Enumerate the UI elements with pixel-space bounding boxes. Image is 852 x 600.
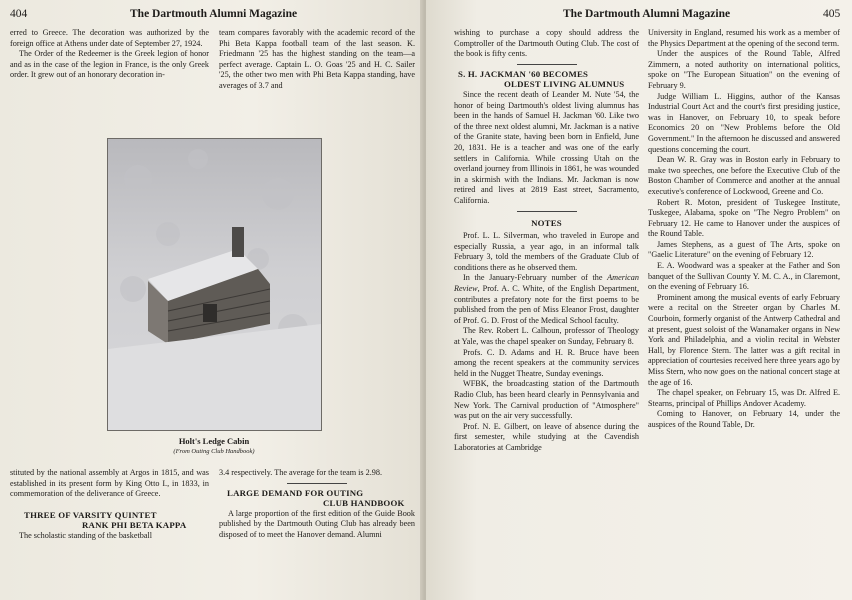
- divider: [517, 211, 577, 212]
- paragraph: Prof. L. L. Silverman, who traveled in Europe and especially Russia, a year ago, in an informal talk February 3, told the members of the Graduate Club of conditions there as he observed them.: [454, 231, 639, 272]
- right-col1: [454, 28, 639, 454]
- section-heading-notes: NOTES: [531, 217, 562, 228]
- article-heading: OLDEST LIVING ALUMNUS: [504, 79, 625, 90]
- cabin-photo-image: [108, 139, 321, 430]
- article-heading: S. H. JACKMAN '60 BECOMES: [458, 68, 589, 79]
- paragraph: Since the recent death of Leander M. Nute '54, the honor of being Dartmouth's oldest living alumnus has been in the hands of Samuel H. Jackman '60. Like two of the three next oldest alumni, Mr. Jackman is a native of the Granite state, having been born in Enfield, June 20, 1831. He is a teacher and was one of the early settlers in California. While crossing Utah on the overland journey from Illinois in 1861, he was wounded in a skirmish with the Indians. Mr. Jackman is now retired and lives at 2819 East street, Sacramento, California.: [454, 89, 639, 205]
- paragraph: University in England, resumed his work as a member of the Physics Department at the opening of the second term.: [648, 28, 840, 48]
- paragraph: The chapel speaker, on February 15, was Dr. Alfred E. Stearns, principal of Phillips Andover Academy.: [648, 388, 840, 408]
- right-running-header: The Dartmouth Alumni Magazine: [563, 8, 731, 20]
- paragraph: Profs. C. D. Adams and H. R. Bruce have been among the recent speakers at the community services held in the Nugget Theatre, Sunday evenings.: [454, 347, 639, 378]
- paragraph: Judge William L. Higgins, author of the Kansas Industrial Court Act and the court's first presiding justice, was in Hanover, on February 10, to speak before Economics 20 on "New Problems before the Old Government." In the afternoon he discussed and answered questions concerning the court.: [648, 91, 840, 154]
- article-heading: THREE OF VARSITY QUINTET: [24, 509, 157, 520]
- divider: [287, 483, 347, 484]
- paragraph: stituted by the national assembly at Argos in 1815, and was established in its present form by King Otto I., in 1833, in commemoration of the deliverance of Greece.: [10, 468, 209, 499]
- paragraph: A large proportion of the first edition of the Guide Book published by the Dartmouth Outing Club has already been disposed of to meet the Hanover demand. Alumni: [219, 508, 415, 539]
- paragraph: [454, 273, 639, 326]
- left-col1-top: [10, 28, 209, 81]
- paragraph: Prominent among the musical events of early February were a recital on the Streeter organ by Charles M. Courboin, formerly organist of the Antwerp Cathedral and at present, guest soloist of the Wanamaker organs in New York and Philadelphia, and a violin recital in Webster Hall, by Florence Stern. The latter was a gift recital in appreciation of courtesies received here three years ago by Miss Stern, who now goes on the national concert stage at the age of 16.: [648, 292, 840, 387]
- photo-credit: (From Outing Club Handbook): [173, 448, 255, 455]
- left-page-number: 404: [10, 8, 28, 20]
- article-heading: CLUB HANDBOOK: [323, 498, 405, 509]
- paragraph: Under the auspices of the Round Table, Alfred Zimmern, a noted authority on international politics, spoke on "The European Situation" on the evening of February 9.: [648, 49, 840, 90]
- left-running-header: The Dartmouth Alumni Magazine: [130, 8, 298, 20]
- paragraph: James Stephens, as a guest of The Arts, spoke on "Gaelic Literature" on the evening of February 12.: [648, 239, 840, 260]
- left-col2-top: [219, 28, 415, 92]
- paragraph: Robert R. Moton, president of Tuskegee Institute, Tuskegee, Alabama, spoke on "The Negro Problem" on February 12. He came to Hanover under the auspices of the Round Table.: [648, 197, 840, 239]
- paragraph: Coming to Hanover, on February 14, under the auspices of the Round Table, Dr.: [648, 409, 840, 429]
- right-page-number: 405: [823, 8, 841, 20]
- left-page: [0, 0, 424, 600]
- paragraph: WFBK, the broadcasting station of the Dartmouth Radio Club, has been heard clearly in Pennsylvania and New York. The Carnival production of "Atmosphere" was put on the air very successfully.: [454, 379, 639, 421]
- divider: [517, 64, 577, 65]
- text-run: In the January-February number of the: [463, 273, 603, 283]
- publication-title: American Review: [454, 273, 639, 294]
- photo-caption: Holt's Ledge Cabin: [178, 436, 250, 446]
- text-run: , Prof. A. C. White, of the English Department, contributes a prefatory note for the first poems to be published from the pen of Miss Eleanor Frost, daughter of Prof. G. D. Frost of the Medical School faculty.: [454, 284, 639, 325]
- paragraph: Dean W. R. Gray was in Boston early in February to make two speeches, one before the Executive Club of the Boston Chamber of Commerce and another at the annual executive's conference of Lockwood, Greene and Co.: [648, 155, 840, 196]
- paragraph: The Rev. Robert L. Calhoun, professor of Theology at Yale, was the chapel speaker on Sunday, February 8.: [454, 326, 639, 347]
- paragraph: Prof. N. E. Gilbert, on leave of absence during the first semester, while studying at the Cavendish Laboratories at Cambridge: [454, 421, 639, 452]
- left-col2-bottom: [219, 468, 415, 541]
- right-col2: [648, 28, 840, 431]
- article-heading: RANK PHI BETA KAPPA: [82, 520, 187, 531]
- left-col1-bottom: [10, 468, 209, 542]
- paragraph: 3.4 respectively. The average for the team is 2.98.: [219, 468, 383, 477]
- paragraph: team compares favorably with the academic record of the Phi Beta Kappa football team of the last season. K. Friedmann '25 has the highest standing on the team—a perfect average. Captain L. O. Goas '25 and H. C. Sailer '25, the other two men with Phi Beta Kappa standing, have averages of 3.7 and: [219, 28, 415, 90]
- article-heading: LARGE DEMAND FOR OUTING: [227, 487, 364, 498]
- paragraph: E. A. Woodward was a speaker at the Father and Son banquet of the Sullivan County Y. M. C. A., in Claremont, on the evening of February 16.: [648, 261, 840, 292]
- paragraph: erred to Greece. The decoration was authorized by the foreign office at Athens under date of September 27, 1924.: [10, 28, 209, 48]
- cabin-photo: [107, 138, 322, 431]
- paragraph: The Order of the Redeemer is the Greek legion of honor and as in the case of the legion in France, is the only Greek order. It grew out of an honorary decoration in-: [10, 49, 209, 80]
- paragraph: wishing to purchase a copy should address the Comptroller of the Dartmouth Outing Club. The cost of the book is fifty cents.: [454, 28, 639, 59]
- paragraph: The scholastic standing of the basketball: [19, 530, 153, 540]
- right-page: [426, 0, 852, 600]
